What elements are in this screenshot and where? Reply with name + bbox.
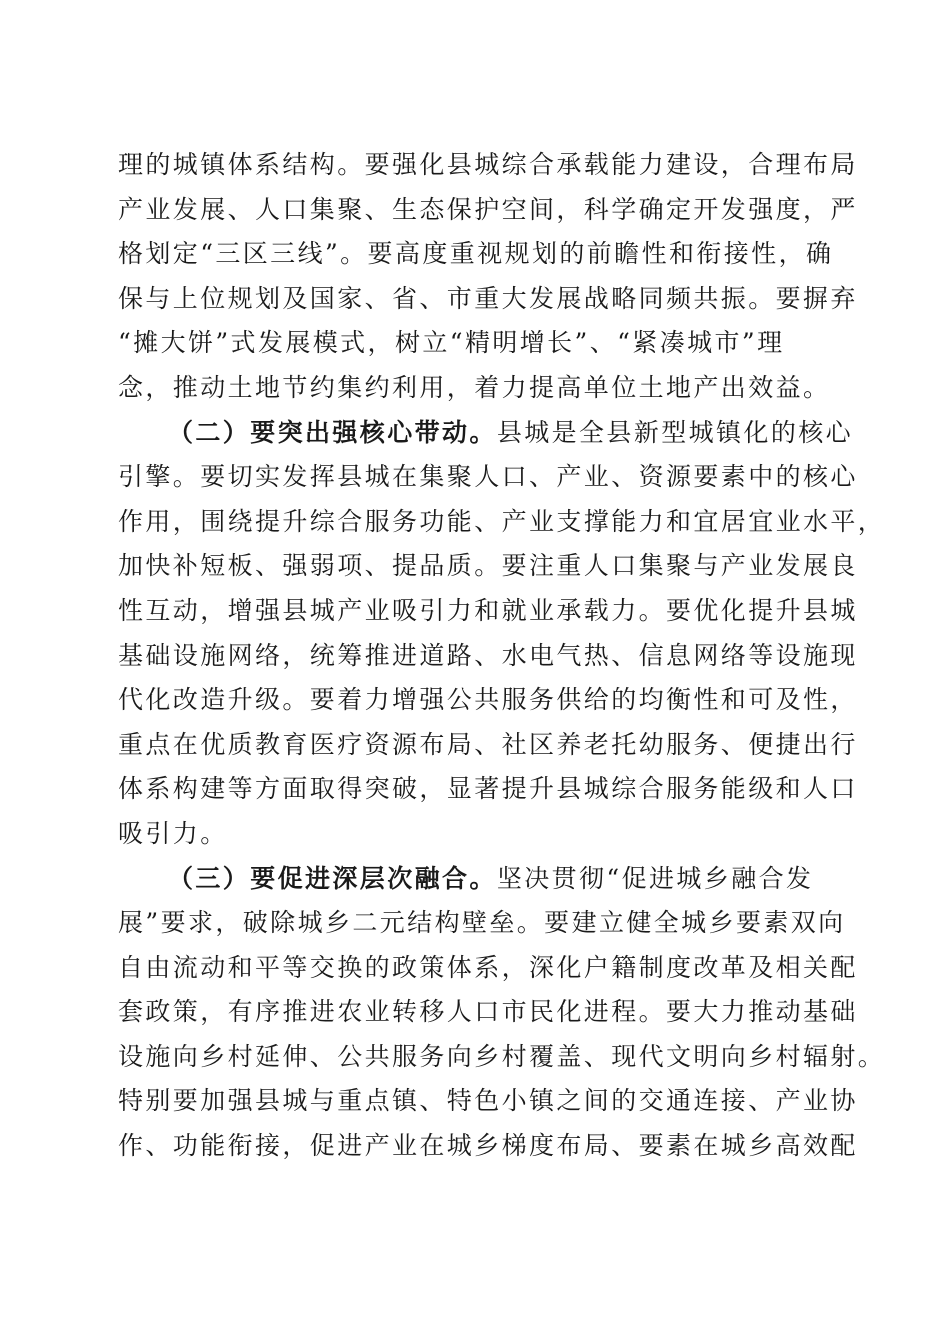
text-line-19 — [118, 946, 858, 991]
text-segment: 保与上位规划及国家、省、市重大发展战略同频共振。要摒弃 — [118, 283, 858, 313]
text-segment: 重点在优质教育医疗资源布局、社区养老托幼服务、便捷出行 — [118, 729, 858, 759]
text-line-2 — [118, 188, 858, 233]
text-segment: 自由流动和平等交换的政策体系，深化户籍制度改革及相关配 — [118, 952, 858, 982]
text-segment: “摊大饼”式发展模式，树立“精明增长”、“紧凑城市”理 — [118, 328, 785, 358]
text-segment: 坚决贯彻“促进城乡融合发 — [496, 863, 814, 893]
section-heading-line-2 — [118, 411, 854, 456]
section-heading-3: （三）要促进深层次融合。 — [168, 863, 497, 893]
text-segment: 加快补短板、强弱项、提品质。要注重人口集聚与产业发展良 — [118, 551, 858, 581]
text-segment: 体系构建等方面取得突破，显著提升县城综合服务能级和人口 — [118, 774, 858, 804]
text-segment: 念，推动土地节约集约利用，着力提高单位土地产出效益。 — [118, 372, 831, 402]
text-line-13 — [118, 678, 858, 723]
text-line-11 — [118, 589, 858, 634]
text-line-18 — [118, 901, 846, 946]
text-line-12 — [118, 634, 858, 679]
text-line-9 — [118, 500, 886, 545]
text-line-21 — [118, 1035, 886, 1080]
text-segment: 格划定“三区三线”。要高度重视规划的前瞻性和衔接性，确 — [118, 239, 834, 269]
text-segment: 理的城镇体系结构。要强化县城综合承载能力建设，合理布局 — [118, 150, 858, 179]
text-segment: 性互动，增强县城产业吸引力和就业承载力。要优化提升县城 — [118, 595, 858, 625]
text-line-16 — [118, 812, 838, 857]
text-line-5 — [118, 321, 838, 366]
text-line-4 — [118, 277, 858, 322]
text-line-20 — [118, 990, 858, 1035]
text-segment: 引擎。要切实发挥县城在集聚人口、产业、资源要素中的核心 — [118, 462, 858, 492]
text-segment: 设施向乡村延伸、公共服务向乡村覆盖、现代文明向乡村辐射。 — [118, 1041, 886, 1071]
text-line-6 — [118, 366, 838, 411]
text-line-3 — [118, 232, 838, 277]
text-segment: 代化改造升级。要着力增强公共服务供给的均衡性和可及性， — [118, 685, 858, 715]
text-segment: 作、功能衔接，促进产业在城乡梯度布局、要素在城乡高效配 — [118, 1131, 858, 1161]
text-segment: 县城是全县新型城镇化的核心 — [496, 417, 854, 447]
text-line-23 — [118, 1124, 858, 1169]
text-segment: 吸引力。 — [118, 818, 228, 848]
text-line-15 — [118, 767, 858, 812]
body-text — [118, 143, 886, 1169]
text-segment: 产业发展、人口集聚、生态保护空间，科学确定开发强度，严 — [118, 194, 858, 224]
text-line-14 — [118, 723, 858, 768]
text-line-10 — [118, 544, 858, 589]
text-line-8 — [118, 455, 858, 500]
text-segment: 展”要求，破除城乡二元结构壁垒。要建立健全城乡要素双向 — [118, 908, 846, 938]
text-line-1 — [118, 143, 858, 188]
text-segment: 作用，围绕提升综合服务功能、产业支撑能力和宜居宜业水平， — [118, 506, 886, 536]
text-segment: 基础设施网络，统筹推进道路、水电气热、信息网络等设施现 — [118, 640, 858, 670]
text-line-22 — [118, 1079, 858, 1124]
section-heading-2: （二）要突出强核心带动。 — [168, 417, 497, 447]
text-segment: 特别要加强县城与重点镇、特色小镇之间的交通连接、产业协 — [118, 1086, 858, 1116]
text-segment: 套政策，有序推进农业转移人口市民化进程。要大力推动基础 — [118, 997, 858, 1027]
section-heading-line-3 — [118, 857, 838, 902]
